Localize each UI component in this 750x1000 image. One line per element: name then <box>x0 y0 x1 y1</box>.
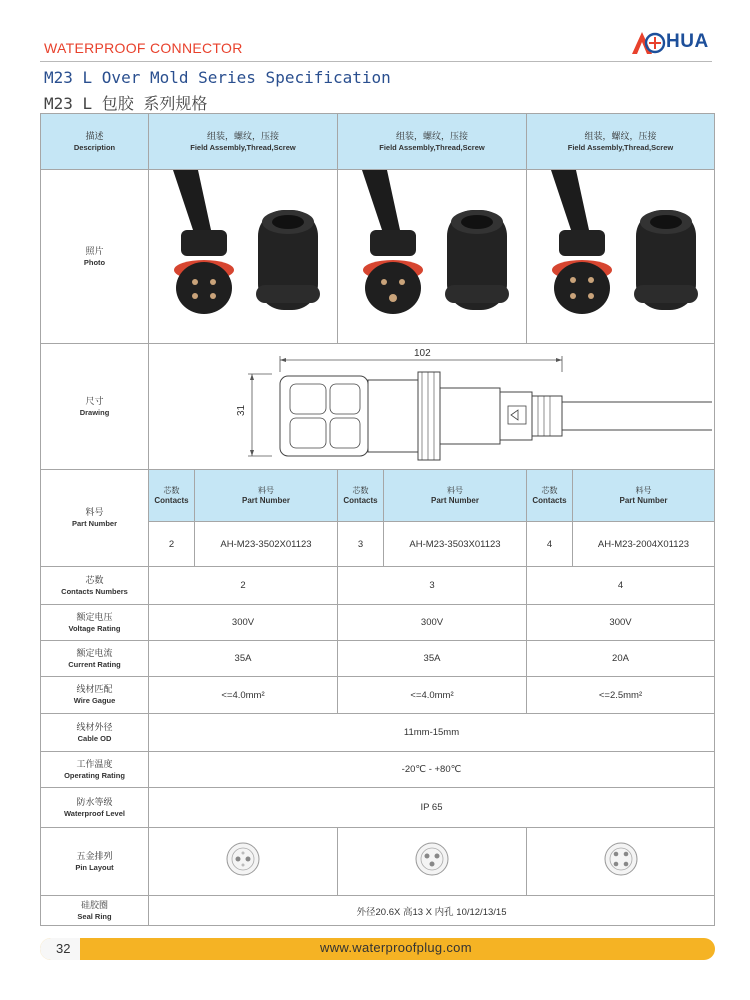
cable-od-value: 11mm-15mm <box>149 714 715 752</box>
photo-cell-3 <box>527 170 715 344</box>
contacts-numbers-1: 2 <box>149 567 338 605</box>
contacts-numbers-3: 4 <box>527 567 715 605</box>
waterproof-label: 防水等级 Waterproof Level <box>41 788 149 828</box>
connector-photo-2pin <box>153 170 333 338</box>
row-part-number-header <box>41 470 715 522</box>
pin-layout-1 <box>149 828 338 896</box>
page-title-cn: M23 L 包胶 系列规格 <box>44 94 208 113</box>
photo-cell-2 <box>338 170 527 344</box>
voltage-3: 300V <box>527 605 715 641</box>
description-cell-1: 组装，螺纹，压接 Field Assembly,Thread,Screw <box>149 114 338 170</box>
part-value-1: AH-M23-3502X01123 <box>195 522 338 567</box>
pin-layout-3 <box>527 828 715 896</box>
pin-layout-4-icon <box>603 841 639 877</box>
part-value-3: AH-M23-2004X01123 <box>573 522 715 567</box>
pin-layout-3-icon <box>414 841 450 877</box>
row-seal-ring <box>41 896 715 926</box>
row-voltage <box>41 605 715 641</box>
row-operating <box>41 752 715 788</box>
pin-layout-2 <box>338 828 527 896</box>
current-2: 35A <box>338 641 527 677</box>
row-cable-od <box>41 714 715 752</box>
contacts-numbers-2: 3 <box>338 567 527 605</box>
drawing-label: 尺寸 Drawing <box>41 344 149 470</box>
pin-layout-2-icon <box>225 841 261 877</box>
description-label: 描述 Description <box>41 114 149 170</box>
page-title-en: M23 L Over Mold Series Specification <box>44 68 391 87</box>
voltage-2: 300V <box>338 605 527 641</box>
contacts-header-2: 芯数 Contacts <box>338 470 384 522</box>
row-wire <box>41 677 715 714</box>
wire-label: 线材匹配 Wire Gague <box>41 677 149 714</box>
description-cell-3: 组装，螺纹，压接 Field Assembly,Thread,Screw <box>527 114 715 170</box>
contacts-value-3: 4 <box>527 522 573 567</box>
part-number-label: 料号 Part Number <box>41 470 149 567</box>
contacts-header-1: 芯数 Contacts <box>149 470 195 522</box>
part-header-2: 料号 Part Number <box>384 470 527 522</box>
row-description <box>41 114 715 170</box>
photo-cell-1 <box>149 170 338 344</box>
contacts-header-3: 芯数 Contacts <box>527 470 573 522</box>
seal-ring-value: 外径20.6X 高13 X 内孔 10/12/13/15 <box>149 896 715 926</box>
row-pin-layout <box>41 828 715 896</box>
dimension-drawing <box>152 344 712 464</box>
seal-ring-label: 硅胶圈 Seal Ring <box>41 896 149 926</box>
description-cell-2: 组装，螺纹，压接 Field Assembly,Thread,Screw <box>338 114 527 170</box>
header-divider <box>40 61 712 62</box>
length-dimension: 102 <box>413 348 431 359</box>
logo-text: HUA <box>666 31 709 52</box>
part-header-3: 料号 Part Number <box>573 470 715 522</box>
footer-url[interactable]: www.waterproofplug.com <box>320 940 472 955</box>
contacts-value-1: 2 <box>149 522 195 567</box>
current-label: 额定电流 Current Rating <box>41 641 149 677</box>
operating-label: 工作温度 Operating Rating <box>41 752 149 788</box>
row-waterproof <box>41 788 715 828</box>
row-drawing <box>41 344 715 470</box>
connector-photo-4pin <box>531 170 711 338</box>
section-label: WATERPROOF CONNECTOR <box>44 40 243 56</box>
height-dimension: 31 <box>235 404 247 416</box>
wire-1: <=4.0mm² <box>149 677 338 714</box>
current-1: 35A <box>149 641 338 677</box>
spec-table <box>40 113 715 926</box>
cable-od-label: 线材外径 Cable OD <box>41 714 149 752</box>
wire-2: <=4.0mm² <box>338 677 527 714</box>
voltage-label: 额定电压 Voltage Rating <box>41 605 149 641</box>
part-value-2: AH-M23-3503X01123 <box>384 522 527 567</box>
contacts-value-2: 3 <box>338 522 384 567</box>
row-contacts-numbers <box>41 567 715 605</box>
current-3: 20A <box>527 641 715 677</box>
row-photo <box>41 170 715 344</box>
row-current <box>41 641 715 677</box>
page-number: 32 <box>56 941 71 956</box>
drawing-cell <box>149 344 715 470</box>
operating-value: -20℃ - +80℃ <box>149 752 715 788</box>
waterproof-value: IP 65 <box>149 788 715 828</box>
contacts-numbers-label: 芯数 Contacts Numbers <box>41 567 149 605</box>
wire-3: <=2.5mm² <box>527 677 715 714</box>
part-header-1: 料号 Part Number <box>195 470 338 522</box>
voltage-1: 300V <box>149 605 338 641</box>
photo-label: 照片 Photo <box>41 170 149 344</box>
connector-photo-3pin <box>342 170 522 338</box>
pin-layout-label: 五金排列 Pin Layout <box>41 828 149 896</box>
